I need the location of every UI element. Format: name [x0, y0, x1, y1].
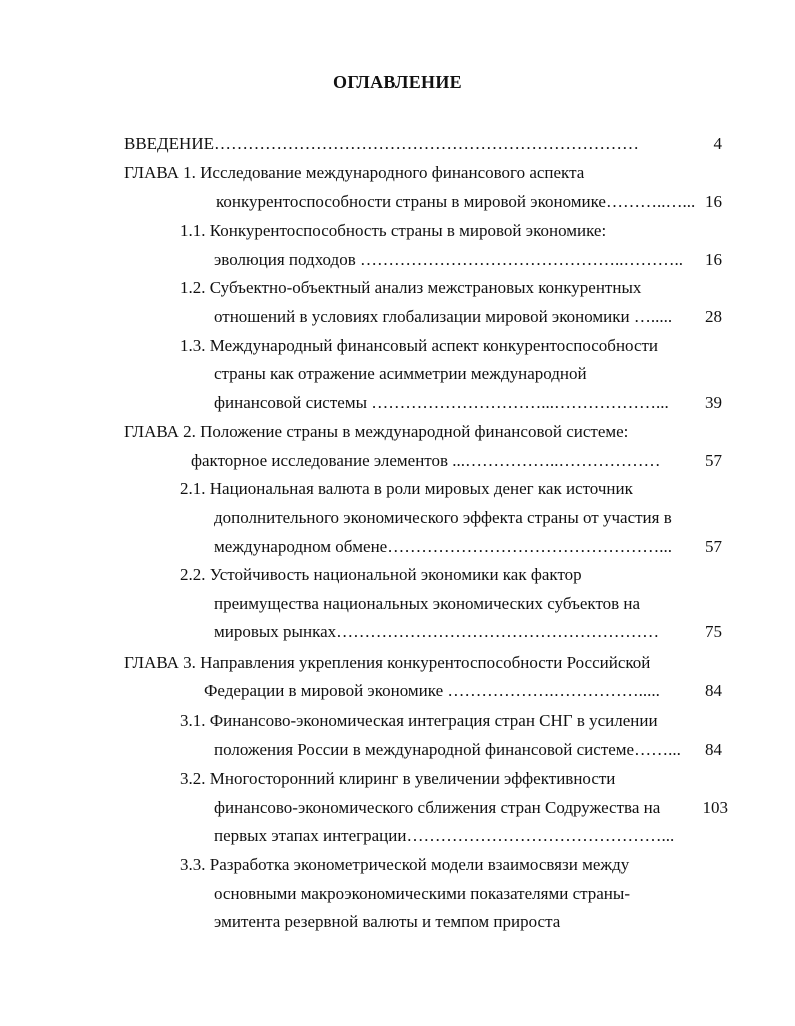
- toc-line: преимущества национальных экономических субъектов на: [214, 594, 641, 613]
- toc-line: конкурентоспособности страны в мировой экономике………..…...: [216, 192, 696, 211]
- toc-page-number: 84: [705, 681, 722, 700]
- page-title: ОГЛАВЛЕНИЕ: [333, 72, 462, 92]
- toc-line: основными макроэкономическими показателями страны-: [214, 884, 630, 903]
- toc-line: ВВЕДЕНИЕ…………………………………………………………………: [124, 134, 639, 153]
- toc-page-number: 39: [705, 393, 722, 412]
- toc-line: страны как отражение асимметрии международной: [214, 364, 587, 383]
- toc-page-number: 57: [705, 451, 722, 470]
- toc-line: 1.1. Конкурентоспособность страны в мировой экономике:: [180, 221, 607, 240]
- toc-line: эволюция подходов ………………………………………..………..: [214, 250, 683, 269]
- toc-line: финансово-экономического сближения стран Содружества на: [214, 798, 661, 817]
- toc-line: мировых рынках…………………………………………………: [214, 622, 660, 641]
- toc-line: первых этапах интеграции………………………………………...: [214, 826, 675, 845]
- toc-line: финансовой системы …………………………...………………...: [214, 393, 669, 412]
- toc-page-number: 16: [705, 250, 722, 269]
- toc-page-number: 4: [713, 134, 722, 153]
- toc-line: положения России в международной финансовой системе……...: [214, 740, 681, 759]
- toc-line: Федерации в мировой экономике ……………….…………….....: [204, 681, 660, 700]
- toc-line: ГЛАВА 3. Направления укрепления конкурентоспособности Российской: [124, 653, 651, 672]
- toc-line: 3.1. Финансово-экономическая интеграция стран СНГ в усилении: [180, 711, 658, 730]
- toc-line: дополнительного экономического эффекта страны от участия в: [214, 508, 672, 527]
- toc-line: ГЛАВА 2. Положение страны в международной финансовой системе:: [124, 422, 629, 441]
- toc-line: эмитента резервной валюты и темпом прироста: [214, 912, 561, 931]
- toc-line: 2.1. Национальная валюта в роли мировых денег как источник: [180, 479, 633, 498]
- toc-line: 1.3. Международный финансовый аспект конкурентоспособности: [180, 336, 659, 355]
- toc-page-number: 16: [705, 192, 722, 211]
- toc-page-number: 28: [705, 307, 722, 326]
- toc-line: ГЛАВА 1. Исследование международного финансового аспекта: [124, 163, 585, 182]
- toc-page-number: 103: [702, 798, 728, 817]
- toc-line: 2.2. Устойчивость национальной экономики как фактор: [180, 565, 582, 584]
- toc-page-number: 57: [705, 537, 722, 556]
- toc-line: международном обмене…………………………………………...: [214, 537, 672, 556]
- toc-line: 3.2. Многосторонний клиринг в увеличении эффективности: [180, 769, 616, 788]
- toc-page-number: 84: [705, 740, 722, 759]
- toc-line: факторное исследование элементов ...……………..………………: [191, 451, 661, 470]
- toc-line: 1.2. Субъектно-объектный анализ межстрановых конкурентных: [180, 278, 642, 297]
- toc-line: отношений в условиях глобализации мировой экономики ….....: [214, 307, 673, 326]
- toc-line: 3.3. Разработка эконометрической модели взаимосвязи между: [180, 855, 630, 874]
- toc-page-number: 75: [705, 622, 722, 641]
